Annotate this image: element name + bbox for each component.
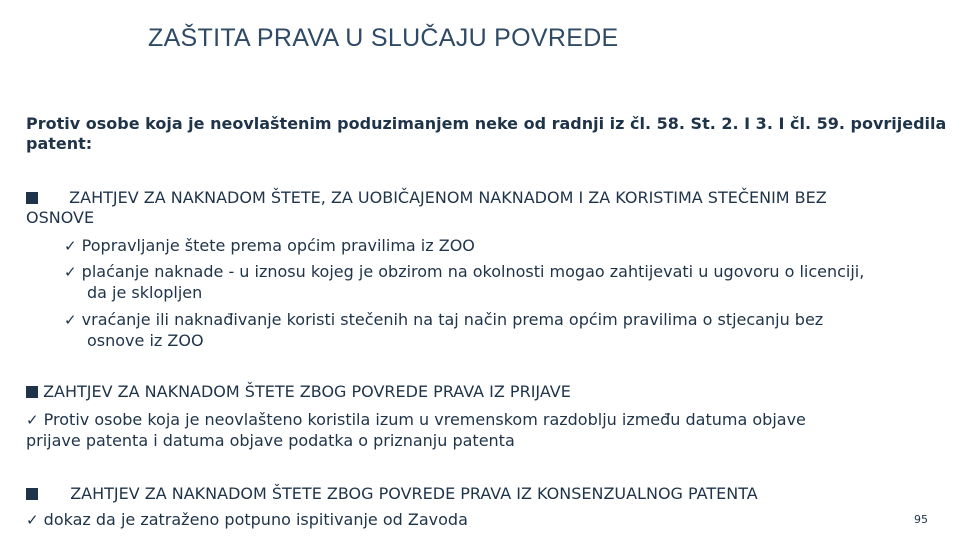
section2-heading-text: ZAHTJEV ZA NAKNADOM ŠTETE ZBOG POVREDE PRAVA IZ PRIJAVE xyxy=(43,382,571,401)
checkmark-icon: ✓ xyxy=(64,311,77,329)
square-bullet-icon xyxy=(26,386,38,398)
section1-item-3-continuation: osnove iz ZOO xyxy=(87,331,204,350)
square-bullet-icon xyxy=(26,488,38,500)
section1-item-3-text: vraćanje ili naknađivanje koristi stečenih na taj način prema općim pravilima o stjecanju bez xyxy=(81,310,824,329)
section2-heading xyxy=(26,382,571,402)
intro-paragraph: Protiv osobe koja je neovlaštenim poduzimanjem neke od radnji iz čl. 58. St. 2. I 3. I čl. 59. povrijedila patent: xyxy=(26,114,947,153)
section1-item-2-text: plaćanje naknade - u iznosu kojeg je obzirom na okolnosti mogao zahtijevati u ugovoru o licenciji, xyxy=(81,262,865,281)
section2-item-text: Protiv osobe koja je neovlašteno koristila izum u vremenskom razdoblju između datuma objave xyxy=(43,410,806,429)
section1-item-2 xyxy=(64,262,864,282)
section1-item-2-continuation: da je sklopljen xyxy=(87,283,203,302)
section2-item xyxy=(26,410,806,430)
section3-item-text: dokaz da je zatraženo potpuno ispitivanje od Zavoda xyxy=(43,510,468,529)
section2-item-continuation: prijave patenta i datuma objave podatka o priznanju patenta xyxy=(26,431,515,450)
section1-heading-line1: ZAHTJEV ZA NAKNADOM ŠTETE, ZA UOBIČAJENOM NAKNADOM I ZA KORISTIMA STEČENIM BEZ xyxy=(69,188,827,207)
section1-heading-line2: OSNOVE xyxy=(26,208,95,227)
checkmark-icon: ✓ xyxy=(64,237,77,255)
checkmark-icon: ✓ xyxy=(64,263,77,281)
section3-heading-text: ZAHTJEV ZA NAKNADOM ŠTETE ZBOG POVREDE PRAVA IZ KONSENZUALNOG PATENTA xyxy=(70,484,758,503)
square-bullet-icon xyxy=(26,192,38,204)
section1-item-1 xyxy=(64,236,475,256)
section1-item-3 xyxy=(64,310,823,330)
checkmark-icon: ✓ xyxy=(26,511,39,529)
section1-item-1-text: Popravljanje štete prema općim pravilima iz ZOO xyxy=(81,236,475,255)
section3-item xyxy=(26,510,468,530)
section3-heading xyxy=(26,484,758,504)
checkmark-icon: ✓ xyxy=(26,411,39,429)
page-number: 95 xyxy=(914,513,928,526)
section1-heading xyxy=(26,188,827,208)
slide-title: ZAŠTITA PRAVA U SLUČAJU POVREDE xyxy=(148,24,619,52)
